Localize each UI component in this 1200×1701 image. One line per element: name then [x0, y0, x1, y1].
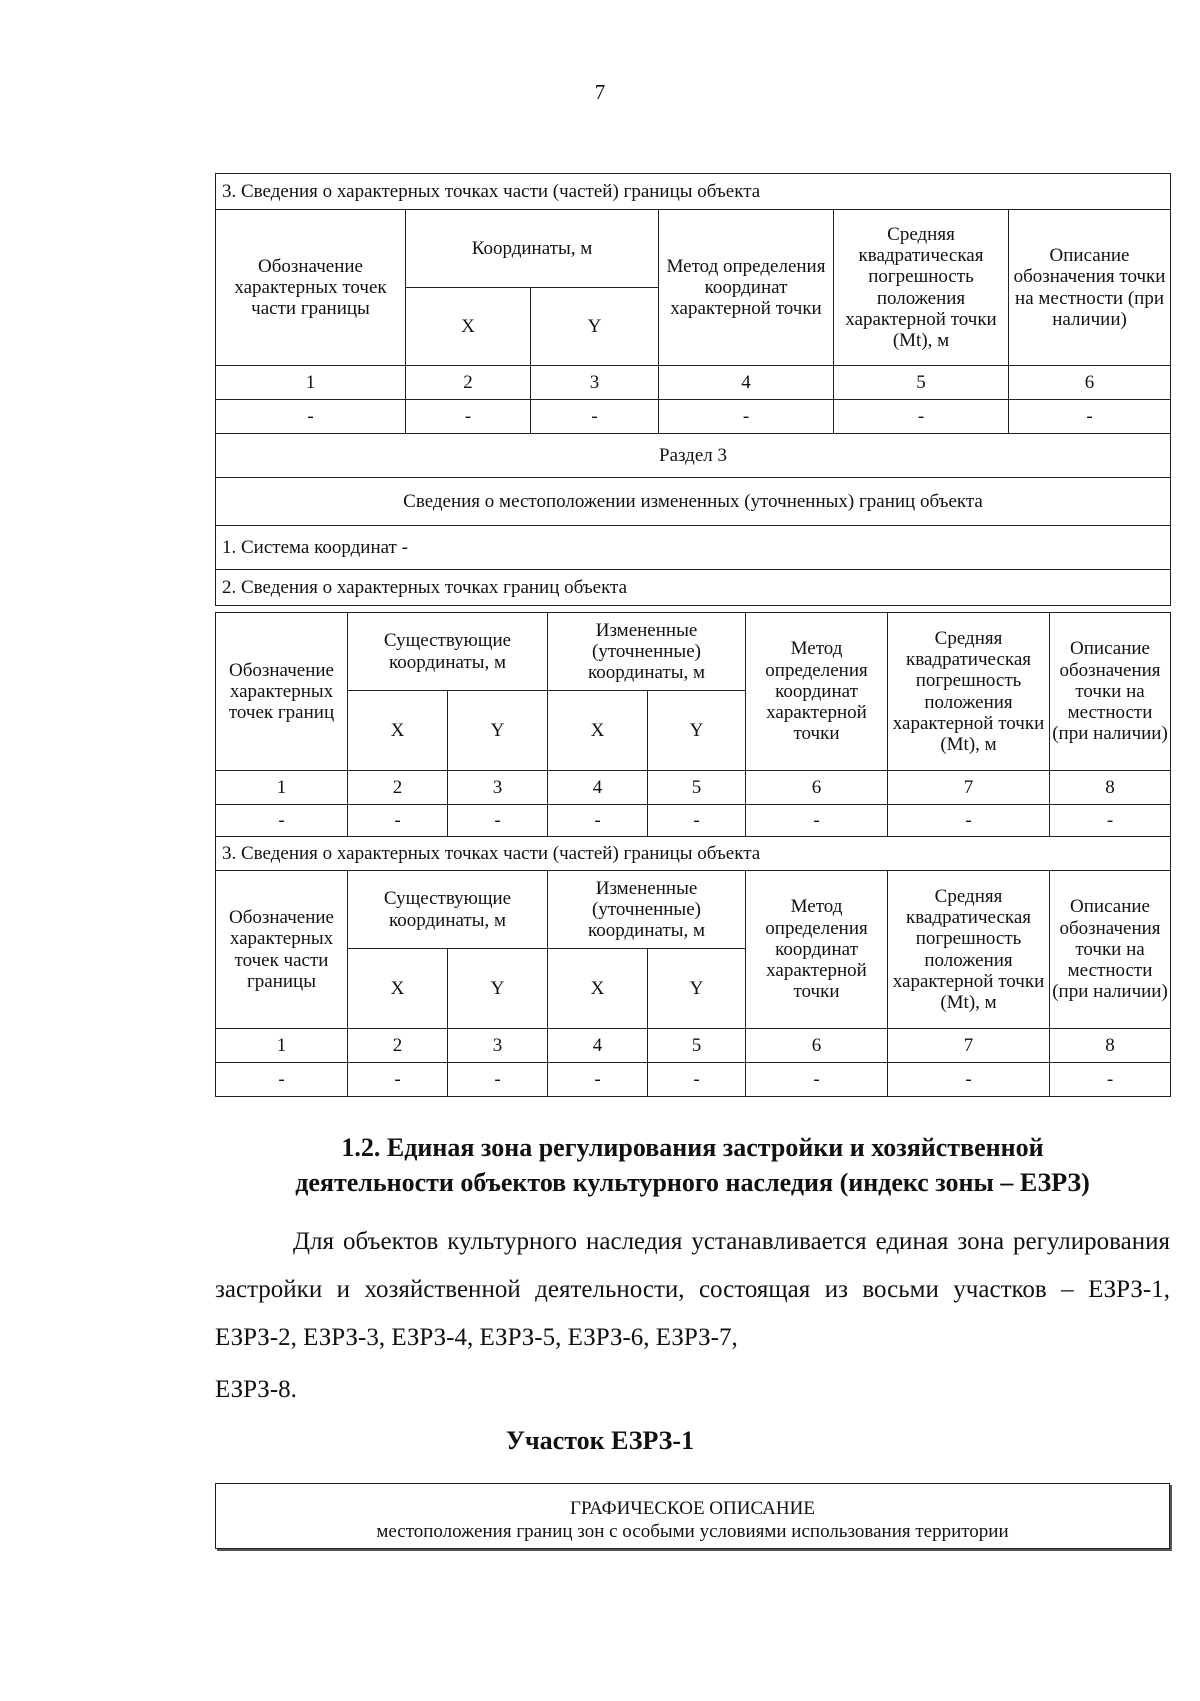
- column-number: 1: [216, 366, 406, 400]
- header-designation: Обозначение характерных точек части границы: [216, 210, 406, 366]
- section-heading-line: деятельности объектов культурного наследия (индекс зоны – ЕЗРЗ): [295, 1168, 1090, 1198]
- column-number: 4: [659, 366, 834, 400]
- header-coordinates: Координаты, м: [406, 210, 659, 288]
- section-label: Раздел 3: [216, 434, 1171, 478]
- header-existing-coordinates: Существующие координаты, м: [348, 613, 548, 691]
- header-description: Описание обозначения точки на местности (при наличии): [1050, 871, 1171, 1029]
- empty-cell: -: [448, 1063, 548, 1097]
- column-number: 3: [531, 366, 659, 400]
- header-designation: Обозначение характерных точек части границы: [216, 871, 348, 1029]
- subsection-heading: Участок ЕЗРЗ-1: [505, 1426, 695, 1455]
- column-number: 2: [406, 366, 531, 400]
- column-number: 7: [888, 1029, 1050, 1063]
- empty-cell: -: [216, 400, 406, 434]
- graphic-description-box: [215, 1483, 1170, 1549]
- section-heading: [215, 1130, 1170, 1200]
- header-method: Метод определения координат характерной точки: [746, 871, 888, 1029]
- part-points-title: 3. Сведения о характерных точках части (частей) границы объекта: [216, 174, 1171, 210]
- empty-cell: -: [888, 805, 1050, 837]
- column-number: 2: [348, 1029, 448, 1063]
- header-designation: Обозначение характерных точек границ: [216, 613, 348, 771]
- coordinates-table-upper: [215, 173, 1171, 606]
- header-x: X: [548, 949, 648, 1029]
- empty-cell: -: [216, 805, 348, 837]
- part-points-title: 3. Сведения о характерных точках части (частей) границы объекта: [216, 837, 1171, 871]
- header-y: Y: [448, 691, 548, 771]
- empty-cell: -: [746, 1063, 888, 1097]
- column-number: 6: [746, 771, 888, 805]
- empty-cell: -: [1009, 400, 1171, 434]
- header-error: Средняя квадратическая погрешность положения характерной точки (Mt), м: [888, 871, 1050, 1029]
- empty-cell: -: [348, 805, 448, 837]
- header-error: Средняя квадратическая погрешность положения характерной точки (Mt), м: [888, 613, 1050, 771]
- column-number: 2: [348, 771, 448, 805]
- header-changed-coordinates: Измененные (уточненные) координаты, м: [548, 871, 746, 949]
- empty-cell: -: [1050, 1063, 1171, 1097]
- header-method: Метод определения координат характерной точки: [746, 613, 888, 771]
- column-number: 6: [1009, 366, 1171, 400]
- body-paragraph-last-line: ЕЗРЗ-8.: [215, 1376, 297, 1403]
- column-number: 6: [746, 1029, 888, 1063]
- empty-cell: -: [1050, 805, 1171, 837]
- header-y: Y: [531, 288, 659, 366]
- coordinates-table-lower: [215, 612, 1171, 1097]
- empty-cell: -: [746, 805, 888, 837]
- section-title: Сведения о местоположении измененных (уточненных) границ объекта: [216, 478, 1171, 526]
- empty-cell: -: [406, 400, 531, 434]
- header-x: X: [548, 691, 648, 771]
- column-number: 4: [548, 771, 648, 805]
- column-number: 5: [648, 771, 746, 805]
- empty-cell: -: [648, 1063, 746, 1097]
- empty-cell: -: [548, 1063, 648, 1097]
- coordinate-system: 1. Система координат -: [216, 526, 1171, 570]
- page-number: 7: [594, 80, 606, 104]
- column-number: 1: [216, 1029, 348, 1063]
- header-existing-coordinates: Существующие координаты, м: [348, 871, 548, 949]
- column-number: 5: [834, 366, 1009, 400]
- header-description: Описание обозначения точки на местности (при наличии): [1009, 210, 1171, 366]
- column-number: 8: [1050, 771, 1171, 805]
- header-x: X: [406, 288, 531, 366]
- boundary-points-title: 2. Сведения о характерных точках границ объекта: [216, 570, 1171, 606]
- column-number: 5: [648, 1029, 746, 1063]
- column-number: 3: [448, 771, 548, 805]
- body-paragraph-text: Для объектов культурного наследия устанавливается единая зона регулирования застройки и хозяйственной деятельности, состоящая из восьми участков – ЕЗРЗ-1, ЕЗРЗ-2, ЕЗРЗ-3, ЕЗРЗ-4, ЕЗРЗ-5, ЕЗРЗ-6, ЕЗРЗ-7,: [215, 1228, 1170, 1351]
- empty-cell: -: [548, 805, 648, 837]
- header-x: X: [348, 949, 448, 1029]
- header-error: Средняя квадратическая погрешность положения характерной точки (Mt), м: [834, 210, 1009, 366]
- header-method: Метод определения координат характерной точки: [659, 210, 834, 366]
- header-changed-coordinates: Измененные (уточненные) координаты, м: [548, 613, 746, 691]
- empty-cell: -: [834, 400, 1009, 434]
- header-x: X: [348, 691, 448, 771]
- empty-cell: -: [648, 805, 746, 837]
- graphic-description-subtitle: местоположения границ зон с особыми условиями использования территории: [376, 1520, 1009, 1542]
- column-number: 7: [888, 771, 1050, 805]
- empty-cell: -: [348, 1063, 448, 1097]
- empty-cell: -: [448, 805, 548, 837]
- column-number: 4: [548, 1029, 648, 1063]
- column-number: 8: [1050, 1029, 1171, 1063]
- header-y: Y: [448, 949, 548, 1029]
- empty-cell: -: [888, 1063, 1050, 1097]
- empty-cell: -: [659, 400, 834, 434]
- empty-cell: -: [531, 400, 659, 434]
- body-paragraph: [215, 1218, 1170, 1362]
- section-heading-line: 1.2. Единая зона регулирования застройки и хозяйственной: [341, 1133, 1044, 1162]
- header-y: Y: [648, 949, 746, 1029]
- column-number: 1: [216, 771, 348, 805]
- header-description: Описание обозначения точки на местности (при наличии): [1050, 613, 1171, 771]
- column-number: 3: [448, 1029, 548, 1063]
- graphic-description-title: ГРАФИЧЕСКОЕ ОПИСАНИЕ: [570, 1498, 815, 1519]
- empty-cell: -: [216, 1063, 348, 1097]
- header-y: Y: [648, 691, 746, 771]
